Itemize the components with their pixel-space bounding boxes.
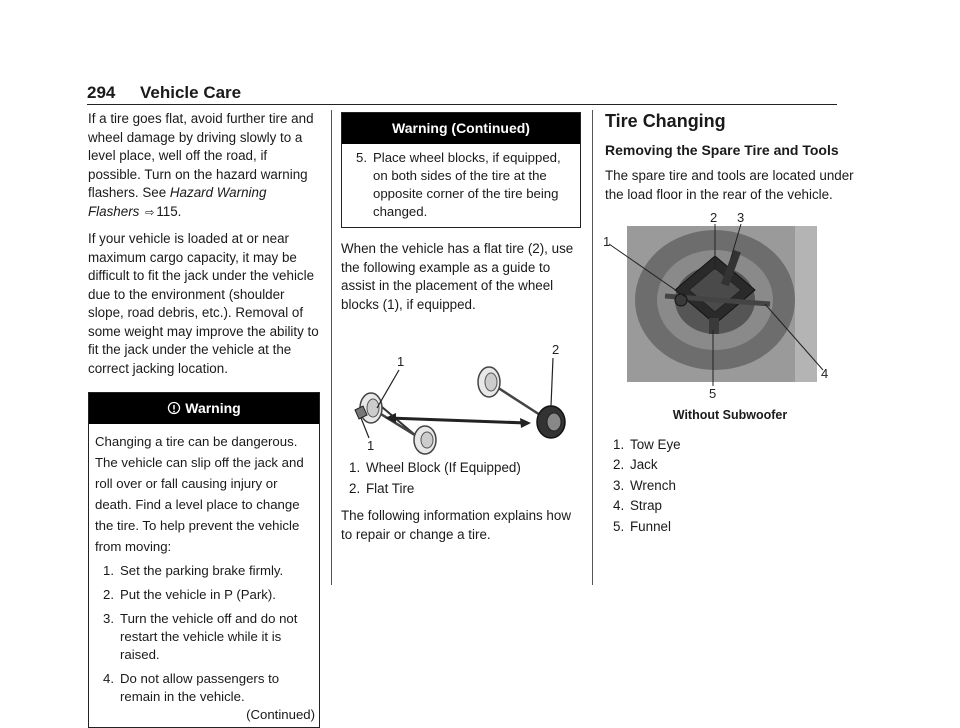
- page-header: [87, 80, 837, 105]
- paragraph-wheel-blocks: When the vehicle has a flat tire (2), use the following example as a guide to assist in the placement of the wheel blocks (1), if equipped.: [341, 241, 574, 312]
- column-1: [88, 110, 320, 728]
- list-item: 2. Put the vehicle in P (Park).: [103, 587, 276, 602]
- list-item: 4. Strap: [613, 498, 663, 513]
- flat-tire: [537, 406, 565, 438]
- paragraph-spare-location: The spare tire and tools are located under the load floor in the rear of the vehicle.: [605, 168, 854, 202]
- warning-steps: [95, 562, 313, 706]
- figure-label: 1: [397, 354, 405, 369]
- page-ref-icon: ⇨: [145, 206, 155, 219]
- list-item: 4. Do not allow passengers to remain in the vehicle.: [103, 671, 280, 704]
- list-item: 1. Tow Eye: [613, 436, 681, 452]
- list-item: 3. Turn the vehicle off and do not restart the vehicle while it is raised.: [103, 611, 298, 662]
- hazard-page-ref[interactable]: 115.: [156, 203, 182, 219]
- section-title: Vehicle Care: [140, 83, 242, 102]
- column-divider: [331, 110, 332, 585]
- list-item: 5. Place wheel blocks, if equipped, on both sides of the tire at the opposite corner of the tire being changed.: [356, 150, 561, 219]
- figure-label: 4: [821, 366, 829, 381]
- figure-label: 2: [552, 342, 560, 357]
- warning-body: [89, 424, 319, 727]
- list-item: 1. Wheel Block (If Equipped): [349, 460, 521, 475]
- figure-label: 1: [367, 438, 375, 453]
- hazard-flashers-link[interactable]: Hazard Warning Flashers: [88, 185, 267, 219]
- warning-steps: [348, 149, 574, 221]
- page-number: 294: [87, 83, 116, 102]
- section-heading: Tire Changing: [605, 111, 726, 131]
- figure-label: 5: [709, 386, 717, 401]
- list-item: 5. Funnel: [613, 518, 671, 534]
- column-2: [341, 112, 581, 552]
- paragraph-flat-tire: If a tire goes flat, avoid further tire and wheel damage by driving slowly to a level place, well off the road, if possible. Turn on the hazard warning flashers. See Hazard Warning Flashers ⇨ 115.: [88, 111, 314, 219]
- figure-caption: Without Subwoofer: [672, 408, 788, 422]
- tools-list: [605, 435, 855, 538]
- list-item: 3. Wrench: [613, 477, 676, 493]
- tow-eye: [675, 294, 687, 306]
- warning-box-continued: [341, 112, 581, 228]
- paragraph-repair-info: The following information explains how to repair or change a tire.: [341, 508, 571, 542]
- funnel: [709, 318, 719, 334]
- warning-box: [88, 392, 320, 728]
- list-item: 1. Set the parking brake firmly.: [103, 563, 284, 578]
- warning-icon: [167, 401, 181, 416]
- warning-header: [89, 393, 319, 424]
- list-item: 2. Flat Tire: [349, 480, 415, 496]
- wheel-block-diagram: [341, 322, 581, 452]
- subsection-heading: Removing the Spare Tire and Tools: [605, 141, 839, 158]
- figure-label: 3: [737, 210, 745, 225]
- figure-caption-list: [341, 458, 581, 499]
- spare-tire-figure: [605, 212, 855, 402]
- rear-right-wheel: [414, 426, 436, 454]
- list-item: 2. Jack: [613, 457, 658, 472]
- figure-label: 2: [710, 210, 718, 225]
- warning-intro: Changing a tire can be dangerous. The vehicle can slip off the jack and roll over or fall causing injury or death. Find a level place to change the tire. To help prevent the vehicle from moving:: [95, 434, 304, 554]
- column-divider: [592, 110, 593, 585]
- warning-title: Warning: [185, 400, 241, 416]
- front-left-wheel: [478, 367, 500, 397]
- figure-label: 1: [603, 234, 611, 249]
- column-3: [605, 112, 855, 537]
- continued-label: (Continued): [246, 707, 315, 722]
- paragraph-cargo: If your vehicle is loaded at or near maximum cargo capacity, it may be difficult to fit the jack under the vehicle due to the environment (shoulder slope, road debris, etc.). Removal of some weight may improve the ability to fit the jack under the vehicle at the correct jacking location.: [88, 231, 319, 376]
- warning-header: Warning (Continued): [342, 113, 580, 144]
- warning-body: [342, 144, 580, 227]
